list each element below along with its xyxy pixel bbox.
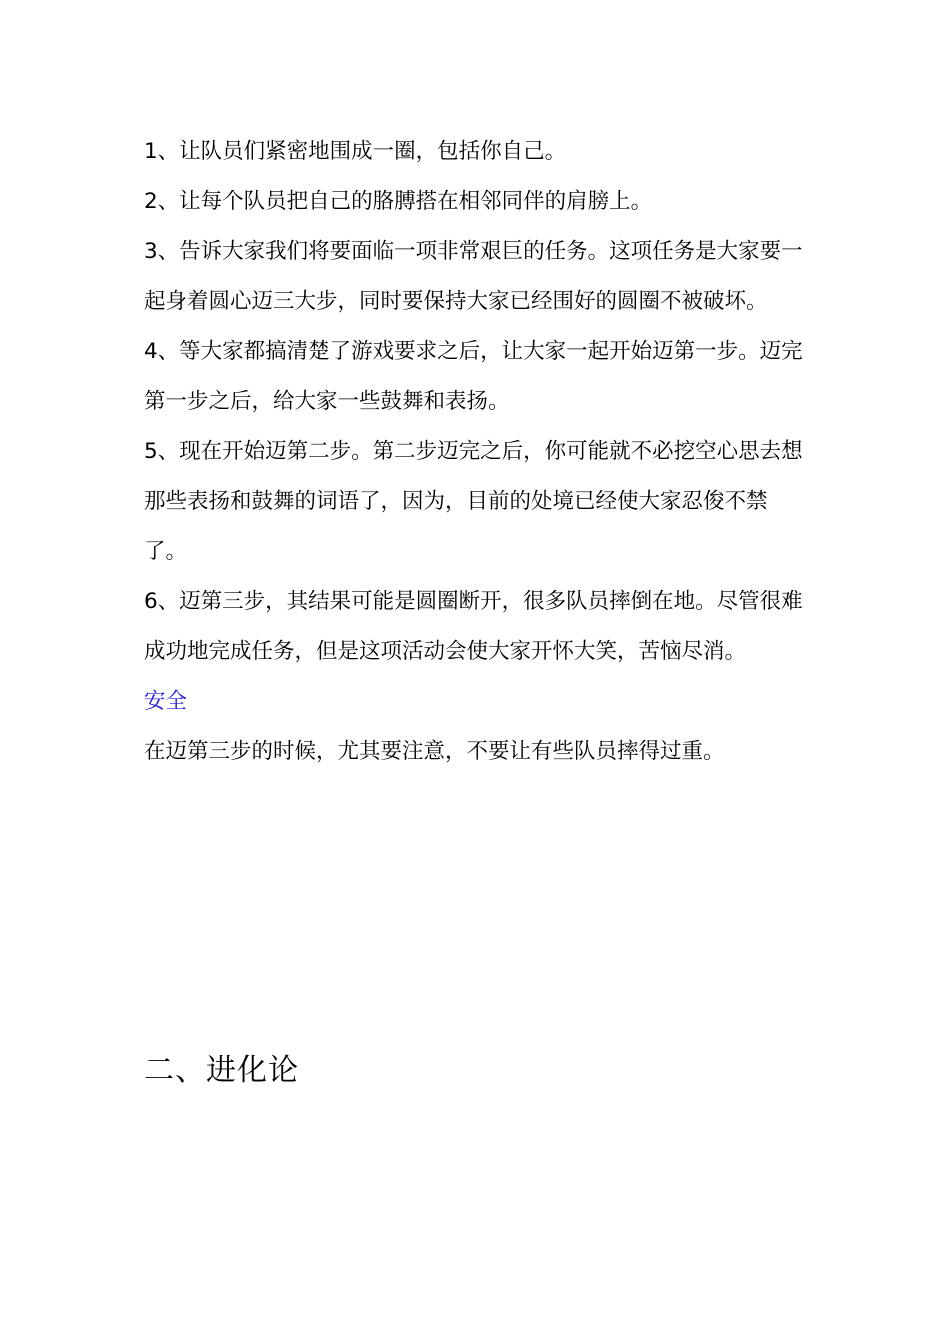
instructions-body [144,127,809,777]
section-heading: 二、进化论 [144,1053,299,1088]
step-5: 5、现在开始迈第二步。第二步迈完之后，你可能就不必挖空心思去想那些表扬和鼓舞的词语了，因为，目前的处境已经使大家忍俊不禁了。 [144,439,803,564]
safety-heading: 安全 [144,689,188,714]
step-4: 4、等大家都搞清楚了游戏要求之后，让大家一起开始迈第一步。迈完第一步之后，给大家一些鼓舞和表扬。 [144,339,803,414]
step-3: 3、告诉大家我们将要面临一项非常艰巨的任务。这项任务是大家要一起身着圆心迈三大步，同时要保持大家已经围好的圆圈不被破坏。 [144,239,803,314]
step-2: 2、让每个队员把自己的胳膊搭在相邻同伴的肩膀上。 [144,189,653,214]
step-1: 1、让队员们紧密地围成一圈，包括你自己。 [144,139,567,164]
safety-text: 在迈第三步的时候，尤其要注意，不要让有些队员摔得过重。 [144,739,725,764]
step-6: 6、迈第三步，其结果可能是圆圈断开，很多队员摔倒在地。尽管很难成功地完成任务，但是这项活动会使大家开怀大笑，苦恼尽消。 [144,589,803,664]
